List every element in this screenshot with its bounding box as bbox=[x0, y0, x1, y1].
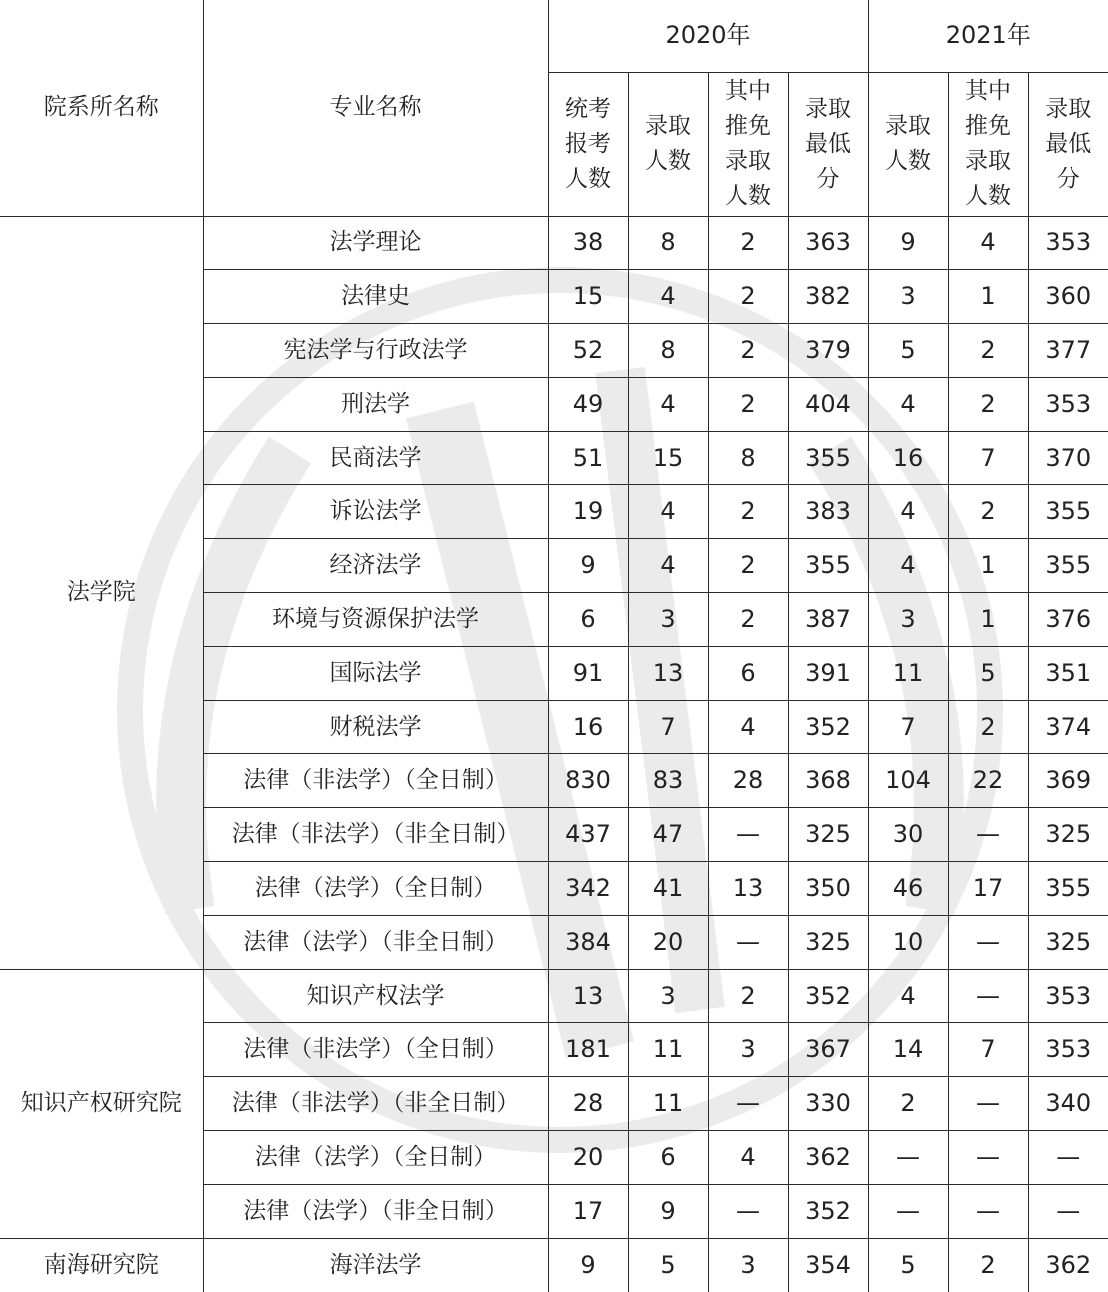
value-cell-b21: 5 bbox=[868, 1238, 948, 1292]
value-cell-d20: 379 bbox=[788, 324, 868, 378]
year-2020-header: 2020年 bbox=[548, 0, 868, 72]
value-cell-b20: 15 bbox=[628, 431, 708, 485]
value-cell-c21: — bbox=[948, 969, 1028, 1023]
value-cell-b21: 46 bbox=[868, 862, 948, 916]
value-cell-a20: 16 bbox=[548, 700, 628, 754]
value-cell-a20: 9 bbox=[548, 539, 628, 593]
major-name-cell: 法学理论 bbox=[203, 216, 548, 270]
value-cell-c20: 6 bbox=[708, 646, 788, 700]
value-cell-a20: 384 bbox=[548, 915, 628, 969]
value-cell-c21: 5 bbox=[948, 646, 1028, 700]
value-cell-d20: 352 bbox=[788, 1184, 868, 1238]
value-cell-d21: 360 bbox=[1028, 270, 1108, 324]
value-cell-a20: 19 bbox=[548, 485, 628, 539]
value-cell-d20: 330 bbox=[788, 1077, 868, 1131]
value-cell-c21: 7 bbox=[948, 431, 1028, 485]
value-cell-d20: 350 bbox=[788, 862, 868, 916]
value-cell-d20: 387 bbox=[788, 593, 868, 647]
value-cell-d21: 325 bbox=[1028, 808, 1108, 862]
value-cell-d20: 355 bbox=[788, 539, 868, 593]
major-name-cell: 海洋法学 bbox=[203, 1238, 548, 1292]
dept-name-cell: 知识产权研究院 bbox=[0, 969, 203, 1238]
value-cell-a20: 342 bbox=[548, 862, 628, 916]
major-name-cell: 民商法学 bbox=[203, 431, 548, 485]
value-cell-d21: 353 bbox=[1028, 377, 1108, 431]
dept-header: 院系所名称 bbox=[0, 0, 203, 216]
value-cell-c21: — bbox=[948, 1131, 1028, 1185]
value-cell-b21: 5 bbox=[868, 324, 948, 378]
major-header: 专业名称 bbox=[203, 0, 548, 216]
value-cell-c21: 2 bbox=[948, 700, 1028, 754]
value-cell-a20: 437 bbox=[548, 808, 628, 862]
value-cell-a20: 28 bbox=[548, 1077, 628, 1131]
value-cell-b21: 30 bbox=[868, 808, 948, 862]
value-cell-b20: 11 bbox=[628, 1023, 708, 1077]
major-name-cell: 法律（法学）（非全日制） bbox=[203, 915, 548, 969]
value-cell-b21: 4 bbox=[868, 969, 948, 1023]
value-cell-c20: 2 bbox=[708, 270, 788, 324]
min-score-header-2021: 录取 最低 分 bbox=[1028, 72, 1108, 216]
value-cell-b20: 13 bbox=[628, 646, 708, 700]
value-cell-b20: 7 bbox=[628, 700, 708, 754]
value-cell-d21: 353 bbox=[1028, 969, 1108, 1023]
value-cell-d20: 382 bbox=[788, 270, 868, 324]
major-name-cell: 诉讼法学 bbox=[203, 485, 548, 539]
value-cell-b20: 4 bbox=[628, 485, 708, 539]
exempt-header-2020: 其中 推免 录取 人数 bbox=[708, 72, 788, 216]
value-cell-a20: 9 bbox=[548, 1238, 628, 1292]
dept-name-cell: 法学院 bbox=[0, 216, 203, 969]
value-cell-a20: 181 bbox=[548, 1023, 628, 1077]
value-cell-b21: 9 bbox=[868, 216, 948, 270]
value-cell-d20: 355 bbox=[788, 431, 868, 485]
major-name-cell: 国际法学 bbox=[203, 646, 548, 700]
value-cell-d21: 369 bbox=[1028, 754, 1108, 808]
value-cell-b20: 4 bbox=[628, 377, 708, 431]
value-cell-d21: 355 bbox=[1028, 485, 1108, 539]
value-cell-a20: 52 bbox=[548, 324, 628, 378]
value-cell-b20: 8 bbox=[628, 324, 708, 378]
major-name-cell: 刑法学 bbox=[203, 377, 548, 431]
major-name-cell: 法律（非法学）（全日制） bbox=[203, 1023, 548, 1077]
value-cell-c20: 8 bbox=[708, 431, 788, 485]
major-name-cell: 法律史 bbox=[203, 270, 548, 324]
value-cell-a20: 51 bbox=[548, 431, 628, 485]
value-cell-c21: 2 bbox=[948, 324, 1028, 378]
value-cell-c20: 28 bbox=[708, 754, 788, 808]
major-name-cell: 财税法学 bbox=[203, 700, 548, 754]
admitted-header-2021: 录取 人数 bbox=[868, 72, 948, 216]
major-name-cell: 法律（非法学）（非全日制） bbox=[203, 808, 548, 862]
table-body bbox=[0, 216, 1108, 1292]
value-cell-c20: 2 bbox=[708, 216, 788, 270]
value-cell-d20: 354 bbox=[788, 1238, 868, 1292]
value-cell-c21: 22 bbox=[948, 754, 1028, 808]
value-cell-d21: 353 bbox=[1028, 216, 1108, 270]
value-cell-b21: — bbox=[868, 1184, 948, 1238]
value-cell-b21: — bbox=[868, 1131, 948, 1185]
value-cell-b21: 7 bbox=[868, 700, 948, 754]
value-cell-b21: 4 bbox=[868, 377, 948, 431]
value-cell-c21: — bbox=[948, 1077, 1028, 1131]
value-cell-c20: 4 bbox=[708, 700, 788, 754]
value-cell-c20: 13 bbox=[708, 862, 788, 916]
value-cell-d20: 368 bbox=[788, 754, 868, 808]
value-cell-b20: 9 bbox=[628, 1184, 708, 1238]
dept-name-cell: 南海研究院 bbox=[0, 1238, 203, 1292]
value-cell-d21: 377 bbox=[1028, 324, 1108, 378]
major-name-cell: 知识产权法学 bbox=[203, 969, 548, 1023]
value-cell-c21: 2 bbox=[948, 1238, 1028, 1292]
value-cell-b21: 4 bbox=[868, 485, 948, 539]
value-cell-c21: — bbox=[948, 808, 1028, 862]
value-cell-b20: 47 bbox=[628, 808, 708, 862]
value-cell-d21: 370 bbox=[1028, 431, 1108, 485]
value-cell-b20: 41 bbox=[628, 862, 708, 916]
value-cell-a20: 17 bbox=[548, 1184, 628, 1238]
value-cell-a20: 20 bbox=[548, 1131, 628, 1185]
table-row bbox=[0, 1238, 1108, 1292]
value-cell-c20: — bbox=[708, 1077, 788, 1131]
value-cell-d20: 352 bbox=[788, 700, 868, 754]
value-cell-d20: 325 bbox=[788, 915, 868, 969]
admitted-header-2020: 录取 人数 bbox=[628, 72, 708, 216]
value-cell-b20: 3 bbox=[628, 593, 708, 647]
value-cell-a20: 13 bbox=[548, 969, 628, 1023]
major-name-cell: 环境与资源保护法学 bbox=[203, 593, 548, 647]
value-cell-c20: — bbox=[708, 1184, 788, 1238]
value-cell-b20: 83 bbox=[628, 754, 708, 808]
major-name-cell: 法律（法学）（全日制） bbox=[203, 1131, 548, 1185]
major-name-cell: 法律（法学）（非全日制） bbox=[203, 1184, 548, 1238]
value-cell-a20: 49 bbox=[548, 377, 628, 431]
value-cell-b20: 11 bbox=[628, 1077, 708, 1131]
value-cell-c20: — bbox=[708, 808, 788, 862]
table-row bbox=[0, 969, 1108, 1023]
value-cell-c21: 7 bbox=[948, 1023, 1028, 1077]
value-cell-d20: 383 bbox=[788, 485, 868, 539]
exempt-header-2021: 其中 推免 录取 人数 bbox=[948, 72, 1028, 216]
value-cell-c21: 4 bbox=[948, 216, 1028, 270]
value-cell-d21: 362 bbox=[1028, 1238, 1108, 1292]
value-cell-b20: 4 bbox=[628, 539, 708, 593]
major-name-cell: 宪法学与行政法学 bbox=[203, 324, 548, 378]
value-cell-d21: 355 bbox=[1028, 539, 1108, 593]
value-cell-c20: — bbox=[708, 915, 788, 969]
value-cell-d20: 367 bbox=[788, 1023, 868, 1077]
value-cell-a20: 15 bbox=[548, 270, 628, 324]
value-cell-b21: 16 bbox=[868, 431, 948, 485]
value-cell-d21: 355 bbox=[1028, 862, 1108, 916]
value-cell-a20: 6 bbox=[548, 593, 628, 647]
value-cell-c20: 2 bbox=[708, 485, 788, 539]
value-cell-c20: 2 bbox=[708, 377, 788, 431]
value-cell-c20: 2 bbox=[708, 593, 788, 647]
value-cell-c21: 1 bbox=[948, 593, 1028, 647]
value-cell-b20: 6 bbox=[628, 1131, 708, 1185]
value-cell-c20: 2 bbox=[708, 324, 788, 378]
value-cell-c20: 4 bbox=[708, 1131, 788, 1185]
value-cell-b21: 3 bbox=[868, 270, 948, 324]
value-cell-d20: 363 bbox=[788, 216, 868, 270]
value-cell-c21: 17 bbox=[948, 862, 1028, 916]
value-cell-c21: — bbox=[948, 915, 1028, 969]
major-name-cell: 法律（非法学）（全日制） bbox=[203, 754, 548, 808]
value-cell-c21: 2 bbox=[948, 485, 1028, 539]
value-cell-a20: 91 bbox=[548, 646, 628, 700]
value-cell-b20: 20 bbox=[628, 915, 708, 969]
value-cell-c20: 2 bbox=[708, 539, 788, 593]
value-cell-b21: 4 bbox=[868, 539, 948, 593]
major-name-cell: 法律（法学）（全日制） bbox=[203, 862, 548, 916]
value-cell-a20: 38 bbox=[548, 216, 628, 270]
value-cell-d20: 404 bbox=[788, 377, 868, 431]
value-cell-b21: 14 bbox=[868, 1023, 948, 1077]
value-cell-b21: 10 bbox=[868, 915, 948, 969]
applicants-header-2020: 统考 报考 人数 bbox=[548, 72, 628, 216]
table-row bbox=[0, 216, 1108, 270]
value-cell-a20: 830 bbox=[548, 754, 628, 808]
value-cell-c21: 1 bbox=[948, 539, 1028, 593]
value-cell-d20: 362 bbox=[788, 1131, 868, 1185]
value-cell-d20: 391 bbox=[788, 646, 868, 700]
value-cell-b20: 4 bbox=[628, 270, 708, 324]
value-cell-c21: 1 bbox=[948, 270, 1028, 324]
value-cell-b21: 11 bbox=[868, 646, 948, 700]
value-cell-b20: 3 bbox=[628, 969, 708, 1023]
year-2021-header: 2021年 bbox=[868, 0, 1108, 72]
value-cell-b20: 5 bbox=[628, 1238, 708, 1292]
value-cell-c20: 3 bbox=[708, 1238, 788, 1292]
value-cell-c20: 2 bbox=[708, 969, 788, 1023]
value-cell-d21: 374 bbox=[1028, 700, 1108, 754]
value-cell-c21: 2 bbox=[948, 377, 1028, 431]
value-cell-b21: 2 bbox=[868, 1077, 948, 1131]
value-cell-d21: 376 bbox=[1028, 593, 1108, 647]
value-cell-d21: — bbox=[1028, 1184, 1108, 1238]
value-cell-c20: 3 bbox=[708, 1023, 788, 1077]
value-cell-b21: 3 bbox=[868, 593, 948, 647]
major-name-cell: 法律（非法学）（非全日制） bbox=[203, 1077, 548, 1131]
value-cell-d21: 351 bbox=[1028, 646, 1108, 700]
major-name-cell: 经济法学 bbox=[203, 539, 548, 593]
value-cell-d20: 325 bbox=[788, 808, 868, 862]
value-cell-b20: 8 bbox=[628, 216, 708, 270]
value-cell-d21: — bbox=[1028, 1131, 1108, 1185]
value-cell-d20: 352 bbox=[788, 969, 868, 1023]
min-score-header-2020: 录取 最低 分 bbox=[788, 72, 868, 216]
value-cell-d21: 340 bbox=[1028, 1077, 1108, 1131]
value-cell-d21: 325 bbox=[1028, 915, 1108, 969]
value-cell-d21: 353 bbox=[1028, 1023, 1108, 1077]
value-cell-c21: — bbox=[948, 1184, 1028, 1238]
value-cell-b21: 104 bbox=[868, 754, 948, 808]
